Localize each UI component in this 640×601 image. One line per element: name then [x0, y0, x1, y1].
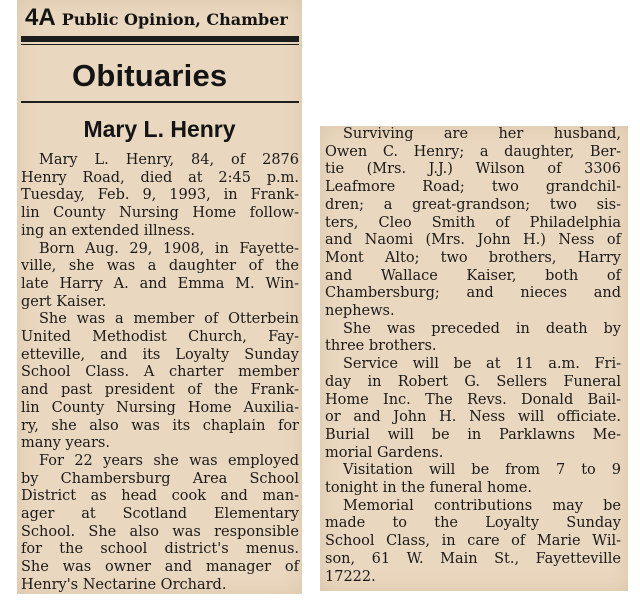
text-line: Mary L. Henry, 84, of 2876 — [39, 152, 299, 168]
text-line: ager at Scotland Elementary — [21, 506, 299, 523]
text-line: She was a member of Otterbein — [39, 311, 299, 328]
clipping-right — [320, 126, 628, 591]
masthead — [25, 4, 302, 34]
text-line: made to the Loyalty Sunday — [325, 515, 621, 532]
text-line: 17222. — [325, 568, 376, 585]
text-line: etteville, and its Loyalty Sunday — [21, 346, 299, 363]
text-line: nephews. — [325, 303, 395, 320]
text-line: or and John H. Ness will officiate. — [325, 409, 621, 426]
section-rule — [21, 101, 299, 103]
text-line: Mont Alto; two brothers, Harry — [325, 249, 621, 266]
text-line: ters, Cleo Smith of Philadelphia — [325, 214, 621, 231]
text-line: Home Inc. The Revs. Donald Bail- — [325, 391, 621, 408]
text-line: Burial will be in Parklawns Me- — [325, 426, 621, 443]
obituary-column-right — [325, 126, 621, 586]
text-line: She was owner and manager of — [21, 559, 299, 576]
text-line: District as head cook and man- — [21, 488, 299, 505]
newspaper-name: Public Opinion, Chamber — [61, 10, 288, 29]
paragraph — [325, 356, 621, 462]
masthead-rule-thin — [21, 44, 299, 45]
text-line: ry, she also was its chaplain for — [21, 417, 299, 434]
text-line: Surviving are her husband, — [343, 126, 621, 142]
paragraph — [21, 453, 299, 595]
text-line: Visitation will be from 7 to 9 — [343, 462, 621, 479]
text-line: Leafmore Road; two grandchil- — [325, 179, 621, 196]
text-line: tie (Mrs. J.J.) Wilson of 3306 — [325, 161, 621, 178]
paragraph — [21, 241, 299, 312]
text-line: ing an extended illness. — [21, 222, 196, 239]
paragraph — [21, 152, 299, 241]
text-line: lin County Nursing Home follow- — [21, 205, 299, 222]
paragraph — [325, 321, 621, 356]
paragraph — [325, 462, 621, 497]
text-line: and Wallace Kaiser, both of — [325, 267, 621, 284]
text-line: son, 61 W. Main St., Fayetteville — [325, 550, 621, 567]
page-number: 4A — [25, 4, 56, 31]
text-line: United Methodist Church, Fay- — [21, 329, 299, 346]
paragraph — [325, 498, 621, 587]
text-line: She was preceded in death by — [343, 320, 621, 337]
text-line: Henry's Nectarine Orchard. — [21, 576, 227, 593]
text-line: For 22 years she was employed — [39, 452, 299, 469]
text-line: Henry Road, died at 2:45 p.m. — [21, 169, 299, 186]
text-line: School Class, in care of Marie Wil- — [325, 533, 621, 550]
text-line: Chambersburg; and nieces and — [325, 285, 621, 302]
text-line: by Chambersburg Area School — [21, 470, 299, 487]
text-line: Memorial contributions may be — [343, 497, 621, 514]
text-line: and Naomi (Mrs. John H.) Ness of — [325, 232, 621, 249]
text-line: late Harry A. and Emma M. Win- — [21, 275, 299, 292]
text-line: morial Gardens. — [325, 444, 444, 461]
text-line: ville, she was a daughter of the — [21, 258, 299, 275]
text-line: and past president of the Frank- — [21, 382, 299, 399]
text-line: tonight in the funeral home. — [325, 480, 532, 497]
text-line: dren; a great-grandson; two sis- — [325, 196, 621, 213]
text-line: gert Kaiser. — [21, 293, 107, 310]
text-line: many years. — [21, 435, 110, 452]
text-line: Service will be at 11 a.m. Fri- — [343, 356, 621, 373]
paragraph — [21, 311, 299, 453]
text-line: School Class. A charter member — [21, 364, 299, 381]
text-line: three brothers. — [325, 338, 437, 355]
obituary-column-left — [21, 152, 299, 595]
text-line: day in Robert G. Sellers Funeral — [325, 373, 621, 390]
text-line: School. She also was responsible — [21, 523, 299, 540]
text-line: Born Aug. 29, 1908, in Fayette- — [39, 240, 299, 257]
text-line: lin County Nursing Home Auxilia- — [21, 399, 299, 416]
obituary-headline: Mary L. Henry — [83, 116, 236, 142]
text-line: for the school district's menus. — [21, 541, 299, 558]
paragraph — [325, 126, 621, 321]
text-line: Owen C. Henry; a daughter, Ber- — [325, 143, 621, 160]
section-title: Obituaries — [72, 58, 228, 93]
masthead-rule-thick — [21, 36, 299, 42]
clipping-left — [17, 0, 302, 594]
text-line: Tuesday, Feb. 9, 1993, in Frank- — [21, 187, 299, 204]
